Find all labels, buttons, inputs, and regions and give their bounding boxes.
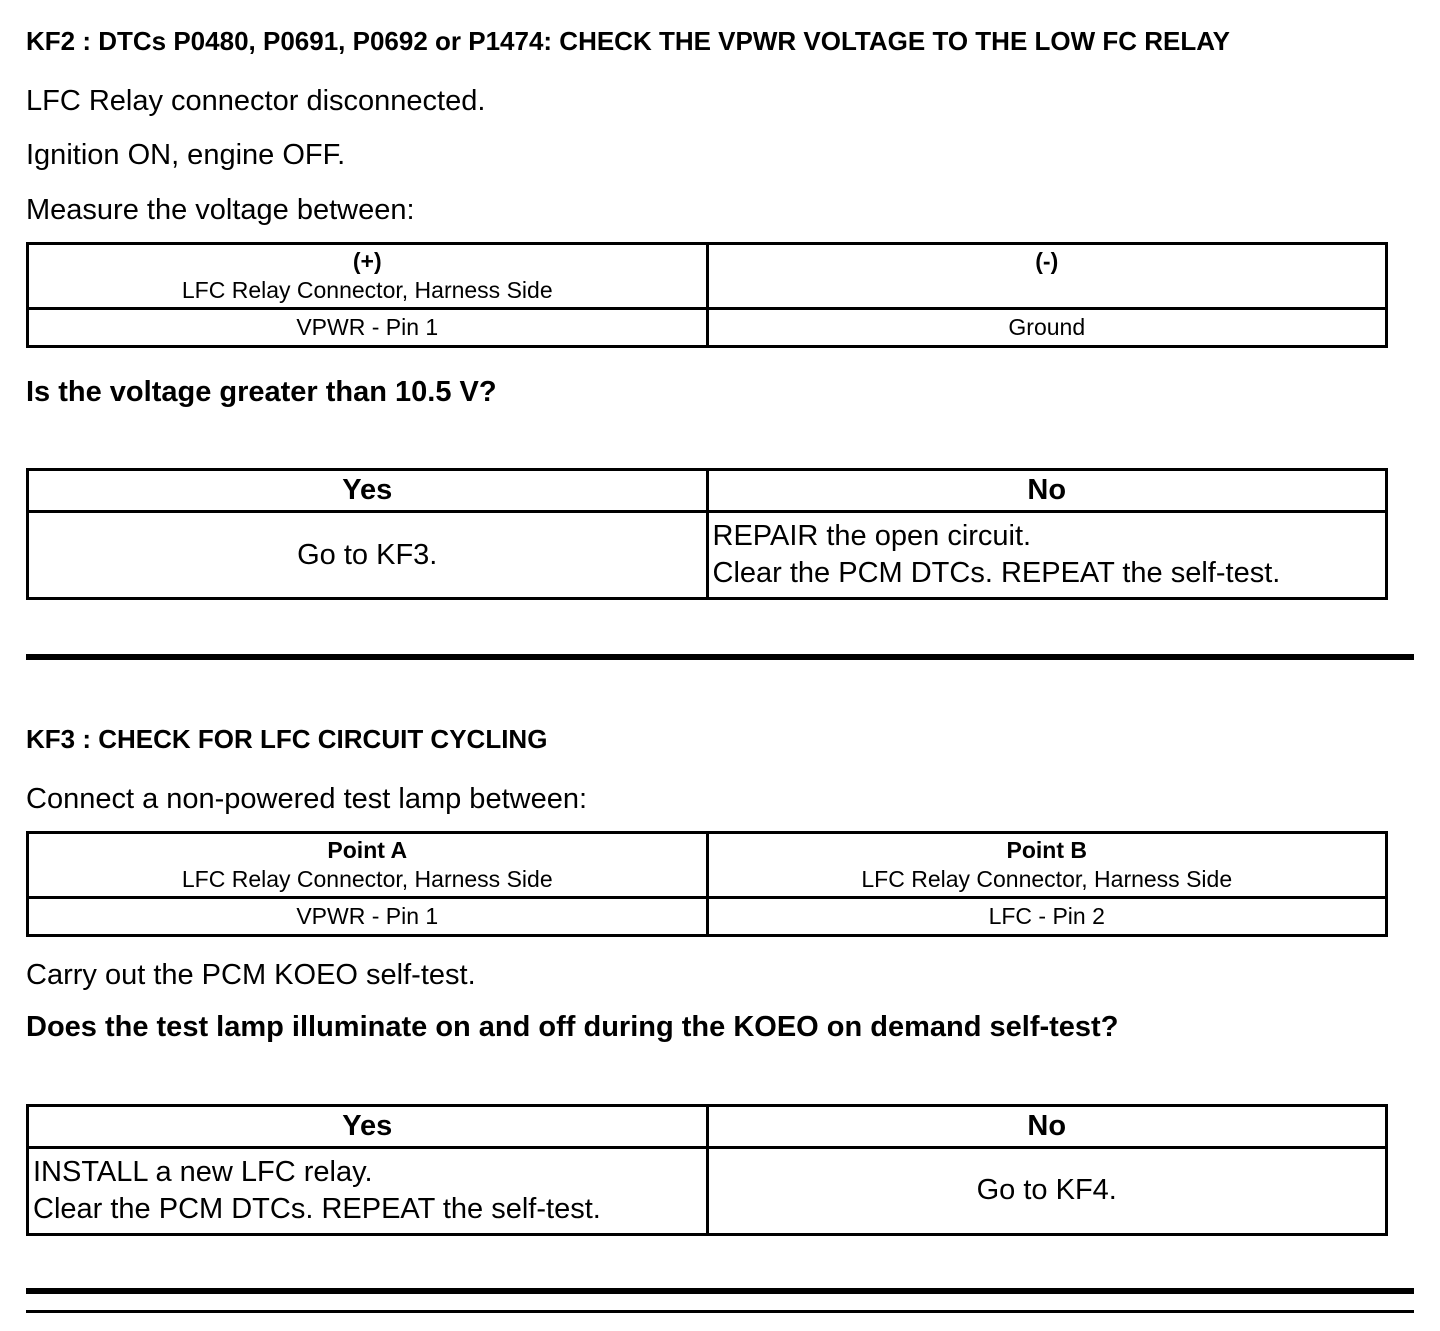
kf3-measure-header-row	[28, 833, 1387, 898]
kf3-measure-col-b-subtitle: LFC Relay Connector, Harness Side	[861, 866, 1233, 893]
kf3-result-header-row	[28, 1105, 1387, 1147]
kf2-measure-value-negative: Ground	[707, 308, 1387, 346]
kf2-result-yes-cell	[28, 511, 708, 598]
kf3-result-yes-cell	[28, 1147, 708, 1234]
kf2-measure-col-positive-title: (+)	[352, 247, 382, 274]
kf3-instruction-1: Connect a non-powered test lamp between:	[26, 783, 588, 816]
kf3-measure-col-a	[28, 833, 708, 898]
kf3-measure-col-a-title: Point A	[327, 837, 408, 864]
kf2-result-table	[26, 468, 1388, 600]
kf2-result-no-line-1: REPAIR the open circuit.	[712, 520, 1032, 553]
kf2-measure-value-positive: VPWR - Pin 1	[28, 308, 708, 346]
kf2-question: Is the voltage greater than 10.5 V?	[26, 375, 497, 408]
section-kf2	[26, 26, 1414, 600]
kf2-heading: KF2 : DTCs P0480, P0691, P0692 or P1474: CHECK THE VPWR VOLTAGE TO THE LOW FC RELAY	[26, 26, 1231, 56]
kf2-instruction-1: LFC Relay connector disconnected.	[26, 85, 486, 118]
kf3-measure-table	[26, 831, 1388, 937]
kf2-instruction-2: Ignition ON, engine OFF.	[26, 139, 346, 172]
kf2-result-value-row	[28, 511, 1387, 598]
kf3-result-yes-line-1: INSTALL a new LFC relay.	[33, 1155, 373, 1188]
kf3-result-no-line-1: Go to KF4.	[976, 1174, 1117, 1207]
kf3-heading: KF3 : CHECK FOR LFC CIRCUIT CYCLING	[26, 723, 548, 754]
kf3-measure-value-a: VPWR - Pin 1	[28, 898, 708, 936]
kf3-measure-col-b	[707, 833, 1387, 898]
kf2-measure-col-positive-subtitle: LFC Relay Connector, Harness Side	[181, 276, 553, 303]
kf2-result-yes-header: Yes	[28, 469, 708, 511]
kf2-measure-value-row	[28, 308, 1387, 346]
kf3-result-no-header: No	[707, 1105, 1387, 1147]
kf3-result-yes-header: Yes	[28, 1105, 708, 1147]
kf2-result-no-line-2: Clear the PCM DTCs. REPEAT the self-test.	[712, 556, 1281, 589]
kf2-result-no-cell	[707, 511, 1387, 598]
kf2-measure-col-negative-title: (-)	[1035, 247, 1059, 274]
kf2-instruction-3: Measure the voltage between:	[26, 193, 415, 226]
kf3-result-yes-line-2: Clear the PCM DTCs. REPEAT the self-test.	[33, 1192, 601, 1225]
kf2-measure-col-negative	[707, 243, 1387, 308]
kf3-question: Does the test lamp illuminate on and off during the KOEO on demand self-test?	[26, 1011, 1119, 1044]
kf3-measure-col-a-subtitle: LFC Relay Connector, Harness Side	[181, 866, 553, 893]
kf3-measure-value-row	[28, 898, 1387, 936]
kf3-result-value-row	[28, 1147, 1387, 1234]
kf3-result-table	[26, 1104, 1388, 1236]
kf2-measure-col-negative-subtitle	[715, 276, 1380, 305]
section-kf3	[26, 724, 1414, 1236]
page-end-divider-thick	[26, 1288, 1414, 1294]
kf2-measure-table	[26, 242, 1388, 348]
section-divider	[26, 654, 1414, 660]
kf2-result-no-header: No	[707, 469, 1387, 511]
kf3-result-no-cell	[707, 1147, 1387, 1234]
kf2-measure-col-positive	[28, 243, 708, 308]
page-end-divider-thin	[26, 1310, 1414, 1313]
kf3-measure-value-b: LFC - Pin 2	[707, 898, 1387, 936]
kf2-measure-header-row	[28, 243, 1387, 308]
kf3-instruction-2: Carry out the PCM KOEO self-test.	[26, 959, 476, 992]
kf3-measure-col-b-title: Point B	[1006, 837, 1087, 864]
kf2-result-header-row	[28, 469, 1387, 511]
kf2-result-yes-line-1: Go to KF3.	[297, 538, 438, 571]
